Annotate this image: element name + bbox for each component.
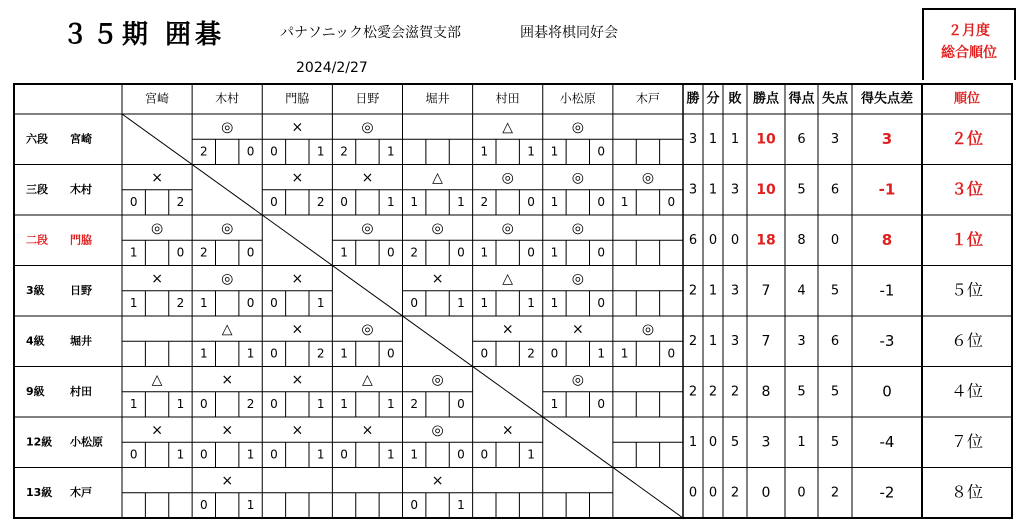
result-score-against: 2: [246, 396, 255, 411]
stat-loss: 3: [730, 283, 740, 299]
result-score-against: 0: [597, 194, 606, 209]
stat-points: 10: [756, 131, 776, 148]
result-score-against: 1: [457, 194, 465, 209]
result-mark: ◎: [641, 321, 655, 338]
result-score-for: 0: [199, 396, 208, 411]
stat-goals-against: 6: [830, 333, 840, 349]
stat-draw: 1: [708, 333, 718, 349]
stat-loss: 0: [730, 232, 740, 248]
stat-goal-diff: 8: [881, 230, 893, 249]
stat-header: 分: [706, 91, 720, 107]
player-rank-result: ６位: [950, 330, 984, 350]
player-rank-result: ７位: [950, 431, 984, 451]
result-score-against: 0: [527, 245, 535, 260]
stat-goals-for: 1: [797, 434, 806, 450]
result-score-against: 1: [246, 346, 255, 361]
result-score-for: 1: [550, 144, 559, 159]
opponent-header: 堀井: [425, 91, 450, 106]
result-score-against: 2: [316, 346, 325, 361]
result-score-for: 0: [340, 194, 348, 209]
stat-loss: 2: [730, 384, 740, 400]
stat-draw: 1: [708, 131, 718, 147]
result-score-against: 0: [597, 144, 606, 159]
stat-goals-for: 0: [797, 485, 806, 501]
result-score-for: 0: [270, 447, 278, 462]
result-score-against: 0: [597, 245, 606, 260]
result-mark: ×: [151, 271, 163, 288]
result-score-against: 1: [176, 396, 185, 411]
result-score-against: 1: [386, 447, 395, 462]
result-mark: ◎: [501, 220, 514, 237]
player-name: 門脇: [70, 233, 92, 247]
opponent-header: 村田: [495, 91, 520, 106]
result-score-against: 0: [246, 295, 255, 310]
result-mark: △: [362, 372, 373, 389]
stat-points: 0: [761, 484, 771, 501]
stat-header: 得点: [788, 91, 815, 107]
result-score-for: 2: [340, 144, 348, 159]
result-score-against: 1: [246, 497, 255, 512]
result-score-for: 0: [270, 295, 278, 310]
result-mark: △: [221, 321, 233, 338]
player-rank-result: ２位: [950, 128, 984, 148]
result-score-for: 0: [199, 447, 208, 462]
result-score-against: 2: [316, 194, 325, 209]
player-rank-result: ５位: [950, 280, 984, 300]
result-mark: ◎: [150, 220, 164, 237]
result-score-against: 0: [527, 194, 535, 209]
stat-points: 7: [761, 282, 771, 299]
stat-loss: 3: [730, 182, 740, 198]
result-score-for: 2: [480, 194, 489, 209]
result-mark: ◎: [431, 372, 444, 389]
stat-goal-diff: -1: [879, 281, 895, 300]
stat-goals-for: 6: [797, 131, 806, 147]
stat-goals-for: 8: [797, 232, 806, 248]
result-score-against: 1: [597, 346, 606, 361]
player-name: 宮崎: [70, 132, 92, 146]
result-mark: ◎: [361, 220, 374, 237]
result-score-against: 0: [667, 194, 676, 209]
result-mark: ◎: [501, 170, 514, 187]
result-score-for: 1: [340, 245, 348, 260]
result-mark: ◎: [221, 220, 234, 237]
result-mark: ×: [361, 170, 374, 187]
result-mark: ×: [291, 422, 304, 439]
stat-goals-against: 2: [830, 485, 840, 501]
result-score-for: 1: [410, 194, 419, 209]
result-score-for: 1: [199, 346, 208, 361]
result-mark: ×: [431, 473, 444, 490]
result-score-for: 0: [340, 447, 348, 462]
result-score-for: 1: [480, 295, 489, 310]
stat-goals-for: 5: [797, 384, 806, 400]
opponent-header: 木村: [215, 91, 240, 106]
result-score-for: 2: [410, 396, 419, 411]
stat-win: 2: [688, 283, 698, 299]
result-score-against: 0: [246, 245, 255, 260]
result-score-against: 2: [176, 194, 185, 209]
result-mark: ◎: [571, 119, 584, 136]
result-score-against: 0: [457, 396, 465, 411]
result-score-against: 0: [457, 447, 465, 462]
result-score-for: 0: [129, 447, 138, 462]
result-mark: ×: [151, 170, 163, 187]
result-score-for: 0: [550, 346, 559, 361]
player-name: 木戸: [70, 485, 92, 499]
rank-title-month: ２月度: [948, 23, 990, 39]
result-mark: ×: [221, 372, 234, 389]
result-mark: ◎: [221, 119, 234, 136]
rank-header: 順位: [953, 91, 981, 107]
result-score-for: 0: [270, 396, 278, 411]
result-mark: ×: [571, 321, 584, 338]
result-score-for: 1: [550, 396, 559, 411]
player-rank-label: 三段: [26, 182, 48, 196]
result-mark: ◎: [431, 220, 444, 237]
result-mark: ×: [291, 271, 304, 288]
result-score-for: 1: [480, 144, 489, 159]
result-score-for: 2: [199, 245, 208, 260]
result-score-for: 0: [270, 346, 278, 361]
player-name: 日野: [70, 283, 92, 297]
result-score-against: 2: [176, 295, 185, 310]
result-score-against: 0: [386, 346, 395, 361]
organization-name: パナソニック松愛会滋賀支部: [280, 25, 462, 41]
stat-draw: 0: [708, 232, 718, 248]
result-score-for: 1: [550, 194, 559, 209]
result-score-for: 1: [129, 396, 138, 411]
result-mark: ×: [221, 422, 234, 439]
result-score-against: 1: [316, 144, 325, 159]
result-mark: ◎: [571, 372, 584, 389]
player-rank-result: ８位: [950, 482, 984, 502]
result-score-against: 1: [457, 295, 465, 310]
match-date: 2024/2/27: [296, 60, 368, 76]
player-name: 木村: [70, 182, 92, 196]
result-score-for: 2: [199, 144, 208, 159]
result-mark: ×: [501, 321, 514, 338]
stat-win: 2: [688, 333, 698, 349]
stat-goal-diff: 0: [882, 382, 892, 401]
stat-goal-diff: -1: [878, 180, 896, 199]
result-score-against: 0: [386, 245, 395, 260]
stat-loss: 1: [730, 131, 740, 147]
stat-goals-for: 3: [797, 333, 806, 349]
stat-draw: 0: [708, 485, 718, 501]
result-score-for: 1: [340, 346, 348, 361]
stat-draw: 1: [708, 182, 718, 198]
result-score-against: 0: [246, 144, 255, 159]
stat-goal-diff: -2: [879, 483, 895, 502]
stat-points: 3: [761, 434, 771, 451]
result-score-for: 1: [410, 447, 419, 462]
opponent-header: 木戸: [635, 91, 660, 106]
player-rank-result: １位: [950, 229, 984, 249]
stat-header: 敗: [728, 91, 742, 107]
result-mark: △: [502, 119, 514, 136]
stat-win: 6: [688, 232, 698, 248]
stat-goals-against: 6: [830, 182, 840, 198]
result-score-for: 1: [129, 245, 138, 260]
player-name: 小松原: [70, 435, 103, 449]
result-mark: ◎: [641, 170, 655, 187]
player-name: 村田: [70, 384, 92, 398]
opponent-header: 日野: [355, 91, 380, 106]
result-score-against: 1: [386, 396, 395, 411]
stat-win: 3: [688, 182, 698, 198]
result-score-for: 1: [129, 295, 138, 310]
stat-loss: 3: [730, 333, 740, 349]
table-frame: [14, 84, 1012, 518]
stat-win: 2: [688, 384, 698, 400]
stat-goals-against: 5: [830, 384, 840, 400]
player-name: 堀井: [70, 334, 92, 348]
stat-header: 勝点: [752, 91, 780, 107]
opponent-header: 小松原: [559, 91, 596, 106]
stat-goals-for: 5: [797, 182, 806, 198]
result-score-for: 0: [270, 144, 278, 159]
result-score-for: 0: [480, 447, 489, 462]
result-score-for: 0: [199, 497, 208, 512]
opponent-header: 宮崎: [145, 91, 170, 106]
stat-points: 10: [756, 181, 776, 198]
player-rank-label: 12級: [26, 435, 53, 449]
page-title: ３５期 囲碁: [62, 20, 226, 50]
result-mark: ×: [361, 422, 374, 439]
result-mark: ×: [431, 271, 444, 288]
stat-goals-against: 0: [830, 232, 840, 248]
stat-header: 失点: [821, 91, 849, 107]
stat-goals-against: 5: [830, 283, 840, 299]
stat-points: 8: [761, 383, 771, 400]
stat-draw: 2: [708, 384, 718, 400]
result-score-for: 1: [620, 194, 629, 209]
stat-goal-diff: -4: [879, 432, 895, 451]
result-mark: ◎: [361, 321, 374, 338]
result-mark: ◎: [431, 422, 444, 439]
result-score-against: 1: [316, 295, 325, 310]
result-score-against: 2: [527, 346, 535, 361]
result-score-for: 0: [480, 346, 489, 361]
result-score-for: 1: [199, 295, 208, 310]
result-score-for: 0: [410, 295, 419, 310]
opponent-header: 門脇: [285, 91, 310, 106]
result-score-for: 1: [620, 346, 629, 361]
result-mark: ◎: [571, 170, 584, 187]
result-score-for: 0: [410, 497, 419, 512]
result-mark: ×: [151, 422, 163, 439]
stat-header: 勝: [686, 91, 700, 107]
club-name: 囲碁将棋同好会: [520, 25, 618, 41]
result-score-against: 0: [457, 245, 465, 260]
result-score-for: 2: [410, 245, 419, 260]
player-rank-label: 9級: [26, 384, 45, 398]
stat-win: 3: [688, 131, 698, 147]
result-mark: ×: [291, 372, 304, 389]
player-rank-label: 4級: [26, 334, 45, 348]
result-mark: ◎: [571, 220, 584, 237]
result-score-against: 0: [176, 245, 185, 260]
result-mark: ×: [291, 119, 304, 136]
player-rank-label: 3級: [26, 283, 45, 297]
stat-goal-diff: 3: [881, 129, 893, 148]
result-score-against: 0: [597, 295, 606, 310]
result-score-for: 1: [340, 396, 348, 411]
result-score-for: 1: [480, 245, 489, 260]
result-score-against: 1: [527, 447, 535, 462]
result-score-against: 1: [246, 447, 255, 462]
stat-points: 18: [756, 232, 776, 249]
result-mark: ×: [291, 170, 304, 187]
result-score-against: 1: [386, 144, 395, 159]
result-score-against: 1: [176, 447, 185, 462]
result-score-against: 1: [527, 144, 535, 159]
result-score-against: 0: [667, 346, 676, 361]
result-score-for: 0: [129, 194, 138, 209]
player-rank-label: 六段: [26, 132, 48, 146]
player-rank-result: ３位: [950, 179, 984, 199]
result-mark: ×: [291, 321, 304, 338]
player-rank-label: 二段: [26, 233, 48, 247]
result-score-for: 1: [550, 295, 559, 310]
stat-points: 7: [761, 333, 771, 350]
stat-goals-against: 3: [830, 131, 840, 147]
stat-loss: 2: [730, 485, 740, 501]
result-mark: ◎: [361, 119, 374, 136]
result-mark: ×: [221, 473, 234, 490]
result-mark: △: [432, 170, 443, 187]
result-score-against: 1: [457, 497, 465, 512]
result-mark: ◎: [571, 271, 584, 288]
result-mark: △: [502, 271, 514, 288]
result-score-for: 0: [270, 194, 278, 209]
stat-win: 1: [688, 434, 698, 450]
stat-goals-for: 4: [797, 283, 806, 299]
stat-loss: 5: [730, 434, 740, 450]
result-mark: ◎: [221, 271, 234, 288]
stat-header: 得失点差: [860, 91, 914, 107]
stat-goal-diff: -3: [879, 331, 895, 350]
stat-draw: 1: [708, 283, 718, 299]
result-score-against: 1: [527, 295, 535, 310]
rank-title-overall: 総合順位: [941, 45, 997, 61]
result-score-against: 0: [597, 396, 606, 411]
stat-win: 0: [688, 485, 698, 501]
player-rank-result: ４位: [950, 381, 984, 401]
stat-goals-against: 5: [830, 434, 840, 450]
stat-draw: 0: [708, 434, 718, 450]
result-score-against: 1: [316, 396, 325, 411]
result-score-for: 1: [550, 245, 559, 260]
player-rank-label: 13級: [26, 485, 53, 499]
result-score-against: 1: [386, 194, 395, 209]
result-mark: ×: [501, 422, 514, 439]
result-mark: △: [151, 372, 163, 389]
result-score-against: 1: [316, 447, 325, 462]
